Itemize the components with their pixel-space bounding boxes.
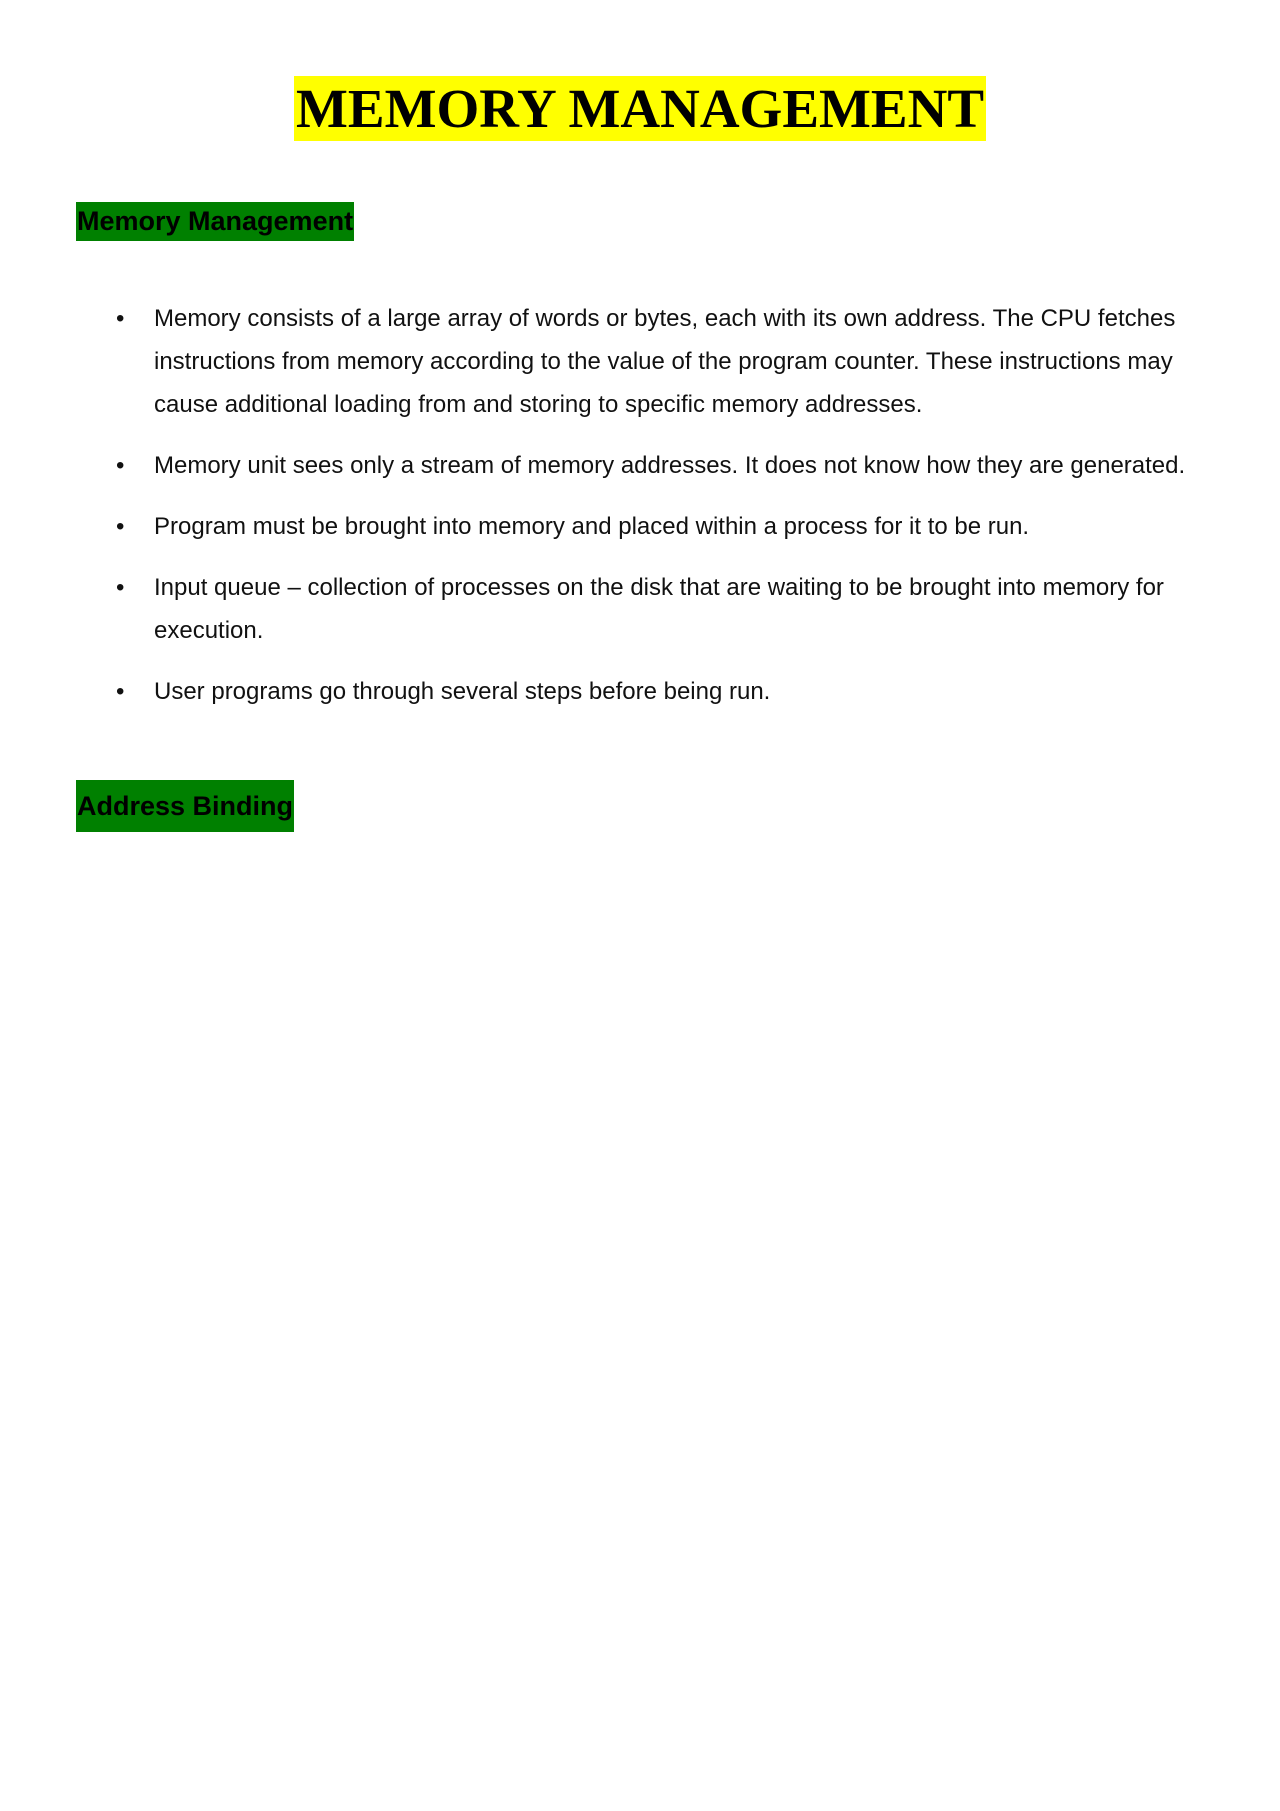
list-item: [0, 444, 1280, 487]
list-item-text: User programs go through several steps before being run.: [154, 678, 771, 705]
bullet-icon: •: [116, 513, 125, 540]
list-item-text: Program must be brought into memory and placed within a process for it to be run.: [154, 513, 1030, 540]
bullet-icon: •: [116, 452, 125, 479]
section-heading-address-binding: Address Binding: [76, 780, 294, 832]
list-item: [0, 566, 1280, 652]
bullet-icon: •: [116, 678, 125, 705]
list-item: [0, 505, 1280, 548]
list-item-text: Input queue – collection of processes on the disk that are waiting to be brought into memory for execution.: [154, 574, 1164, 644]
section-heading-memory-management: Memory Management: [76, 202, 354, 241]
list-item: [0, 670, 1280, 713]
document-title: MEMORY MANAGEMENT: [295, 78, 985, 139]
list-item: [0, 297, 1280, 426]
list-item-text: Memory unit sees only a stream of memory addresses. It does not know how they are generated.: [154, 452, 1186, 479]
bullet-icon: •: [116, 574, 125, 601]
list-item-text: Memory consists of a large array of words or bytes, each with its own address. The CPU fetches instructions from memory according to the value of the program counter. These instructions may cause additional loading from and storing to specific memory addresses.: [154, 305, 1176, 418]
bullet-icon: •: [116, 305, 125, 332]
title-container: [0, 76, 1280, 141]
memory-management-bullet-list: [0, 297, 1280, 731]
